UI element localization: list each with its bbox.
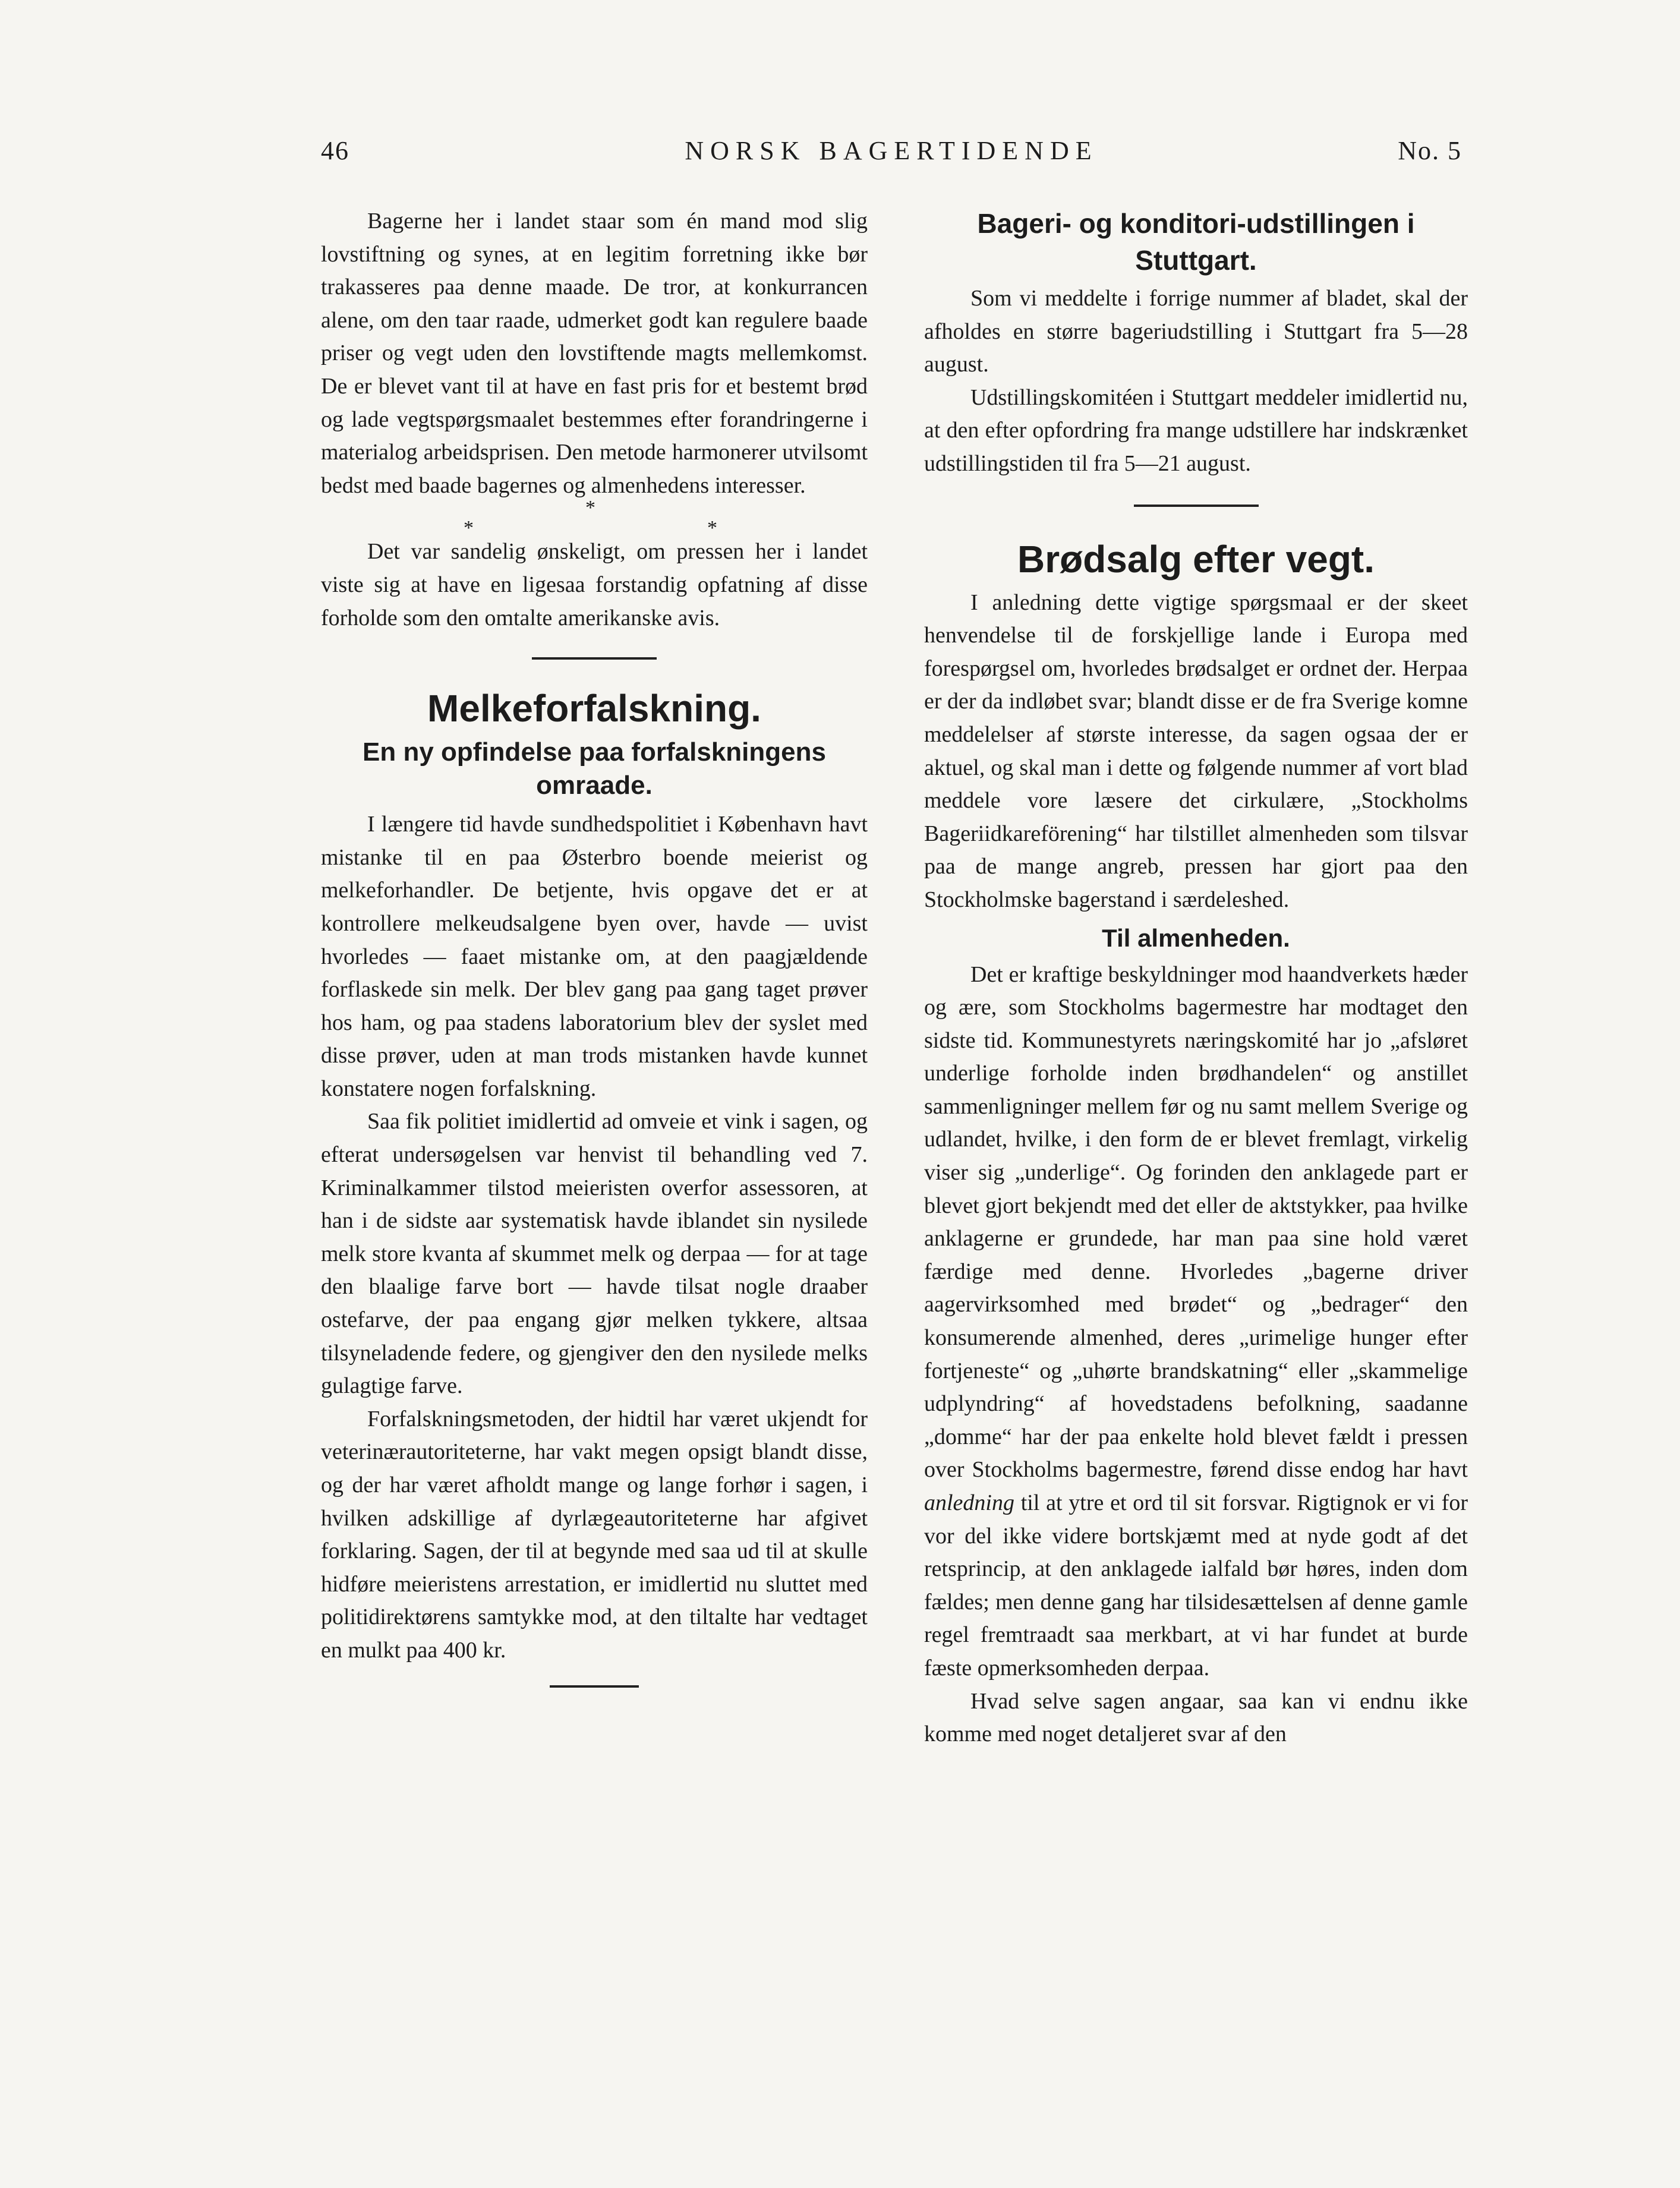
paragraph-text: Det er kraftige beskyldninger mod haandverkets hæder og ære, som Stockholms bagermestre har modtaget den sidste tid. Kommunestyrets næringskomité har jo „afsløret underlige forholde inden brødhandelen“ og anstillet sammenligninger mellem før og nu samt mellem Sverige og udlandet, hvilke, i den form de er blevet fremlagt, virkelig viser sig „underlige“. Og forinden den anklagede part er blevet gjort bekjendt med det eller de aktstykker, paa hvilke anklagerne er grundede, har man paa sine hold været færdige med denne. Hvorledes „bagerne driver aagervirksomhed med brødet“ og „bedrager“ den konsumerende almenhed, deres „urimelige hunger efter fortjeneste“ og „uhørte brandskatning“ eller „skammelige udplyndring“ af hovedstadens befolkning, saadanne „domme“ har der paa enkelte hold blevet fældt i pressen over Stockholms bagermestre, førend disse endog har havt xyxy=(924,961,1468,1483)
article-subheading: En ny opfindelse paa forfalskningens omraade. xyxy=(363,737,826,800)
divider-rule xyxy=(550,1685,639,1688)
article-paragraph: Bagerne her i landet staar som én mand mod slig lovstiftning og synes, at en legitim forretning ikke bør trakasseres paa denne maade. De tror, at konkurrancen alene, om den taar raade, udmerket godt kan regulere baade priser og vegt uden den lovstiftende magts mellemkomst. De er blevet vant til at have en fast pris for et bestemt brød og lade vegtspørgsmaalet bestemmes efter forandringerne i materialog arbeidsprisen. Den metode harmonerer utvilsomt bedst med baade bagernes og almenhedens interesser. xyxy=(321,209,868,498)
running-header xyxy=(321,135,1462,171)
star-mark: * xyxy=(707,517,717,540)
article-paragraph: I længere tid havde sundhedspolitiet i København havt mistanke til en paa Østerbro boende meierist og melkeforhandler. De betjente, hvis opgave det er at kontrollere melkeudsalgene byen over, havde — uvist hvorledes — faaet mistanke om, at den paagjældende forflaskede sin melk. Der blev gang paa gang taget prøver hos ham, og paa stadens laboratorium blev der syslet med disse prøver, uden at man trods mistanken havde kunnet konstatere nogen forfalskning. xyxy=(321,812,868,1101)
article-paragraph: Udstillingskomitéen i Stuttgart meddeler imidlertid nu, at den efter opfordring fra mange udstillere har indskrænket udstillingstiden til fra 5—21 august. xyxy=(924,384,1468,476)
section-stars xyxy=(321,497,868,540)
page-number: 46 xyxy=(321,136,349,165)
star-mark: * xyxy=(585,497,595,519)
article-paragraph: Saa fik politiet imidlertid ad omveie et vink i sagen, og efterat undersøgelsen var henvist til behandling ved 7. Kriminalkammer tilstod meieristen overfor assessoren, at han i de sidste aar systematisk havde iblandet sin nysilede melk store kvanta af skummet melk og derpaa — for at tage den blaalige farve bort — havde tilsat nogle draaber ostefarve, der paa engang gjør melken tykkere, altsaa tilsyneladende federe, og gjengiver den den nysilede melks gulagtige farve. xyxy=(321,1109,868,1399)
article-heading: Bageri- og konditori-udstillingen i Stuttgart. xyxy=(977,208,1415,276)
article-subheading: Til almenheden. xyxy=(1102,923,1290,952)
article-heading: Brødsalg efter vegt. xyxy=(1017,537,1375,581)
right-column xyxy=(924,205,1468,1751)
article-heading: Melkeforfalskning. xyxy=(427,687,761,730)
left-column xyxy=(321,205,868,1716)
divider-rule xyxy=(532,657,657,660)
article-paragraph: I anledning dette vigtige spørgsmaal er der skeet henvendelse til de forskjellige lande i Europa med forespørgsel om, hvorledes brødsalget er ordnet der. Herpaa er der da indløbet svar; blandt disse er de fra Sverige komne meddelelser af største interesse, da sagen ogsaa der er aktuel, og skal man i dette og følgende nummer af vort blad meddele vore læsere det cirkulære, „Stockholms Bageriidkareförening“ har tilstillet almenheden som tilsvar paa de mange angreb, pressen har gjort paa den Stockholmske bagerstand i særdeleshed. xyxy=(924,589,1468,912)
article-paragraph: Hvad selve sagen angaar, saa kan vi endnu ikke komme med noget detaljeret svar af den xyxy=(924,1688,1468,1747)
issue-number: No. 5 xyxy=(1398,136,1462,165)
article-paragraph: Som vi meddelte i forrige nummer af bladet, skal der afholdes en større bageriudstilling i Stuttgart fra 5—28 august. xyxy=(924,286,1468,377)
publication-title: NORSK BAGERTIDENDE xyxy=(685,136,1098,165)
divider-rule xyxy=(1134,505,1259,507)
emphasized-word: anledning xyxy=(924,1490,1014,1515)
article-paragraph: Det var sandelig ønskeligt, om pressen her i landet viste sig at have en ligesaa forstandig opfatning af disse forholde som den omtalte amerikanske avis. xyxy=(321,539,868,630)
article-paragraph xyxy=(924,959,1468,1685)
star-mark: * xyxy=(464,517,474,540)
paragraph-text: til at ytre et ord til sit forsvar. Rigtignok er vi for vor del ikke videre bortskjæmt med at nyde godt af det retsprincip, at den anklagede ialfald bør høres, inden dom fældes; men denne gang har tilsidesættelsen af denne gamle regel fremtraadt saa merkbart, at vi har fundet at burde fæste opmerksomheden derpaa. xyxy=(924,1490,1468,1681)
article-paragraph: Forfalskningsmetoden, der hidtil har været ukjendt for veterinærautoriteterne, har vakt megen opsigt blandt disse, og der har været afholdt mange og lange forhør i sagen, i hvilken adskillige af dyrlægeautoriteterne har afgivet forklaring. Sagen, der til at begynde med saa ud til at skulle hidføre meieristens arrestation, er imidlertid nu sluttet med politidirektørens samtykke mod, at den tiltalte har vedtaget en mulkt paa 400 kr. xyxy=(321,1406,868,1663)
